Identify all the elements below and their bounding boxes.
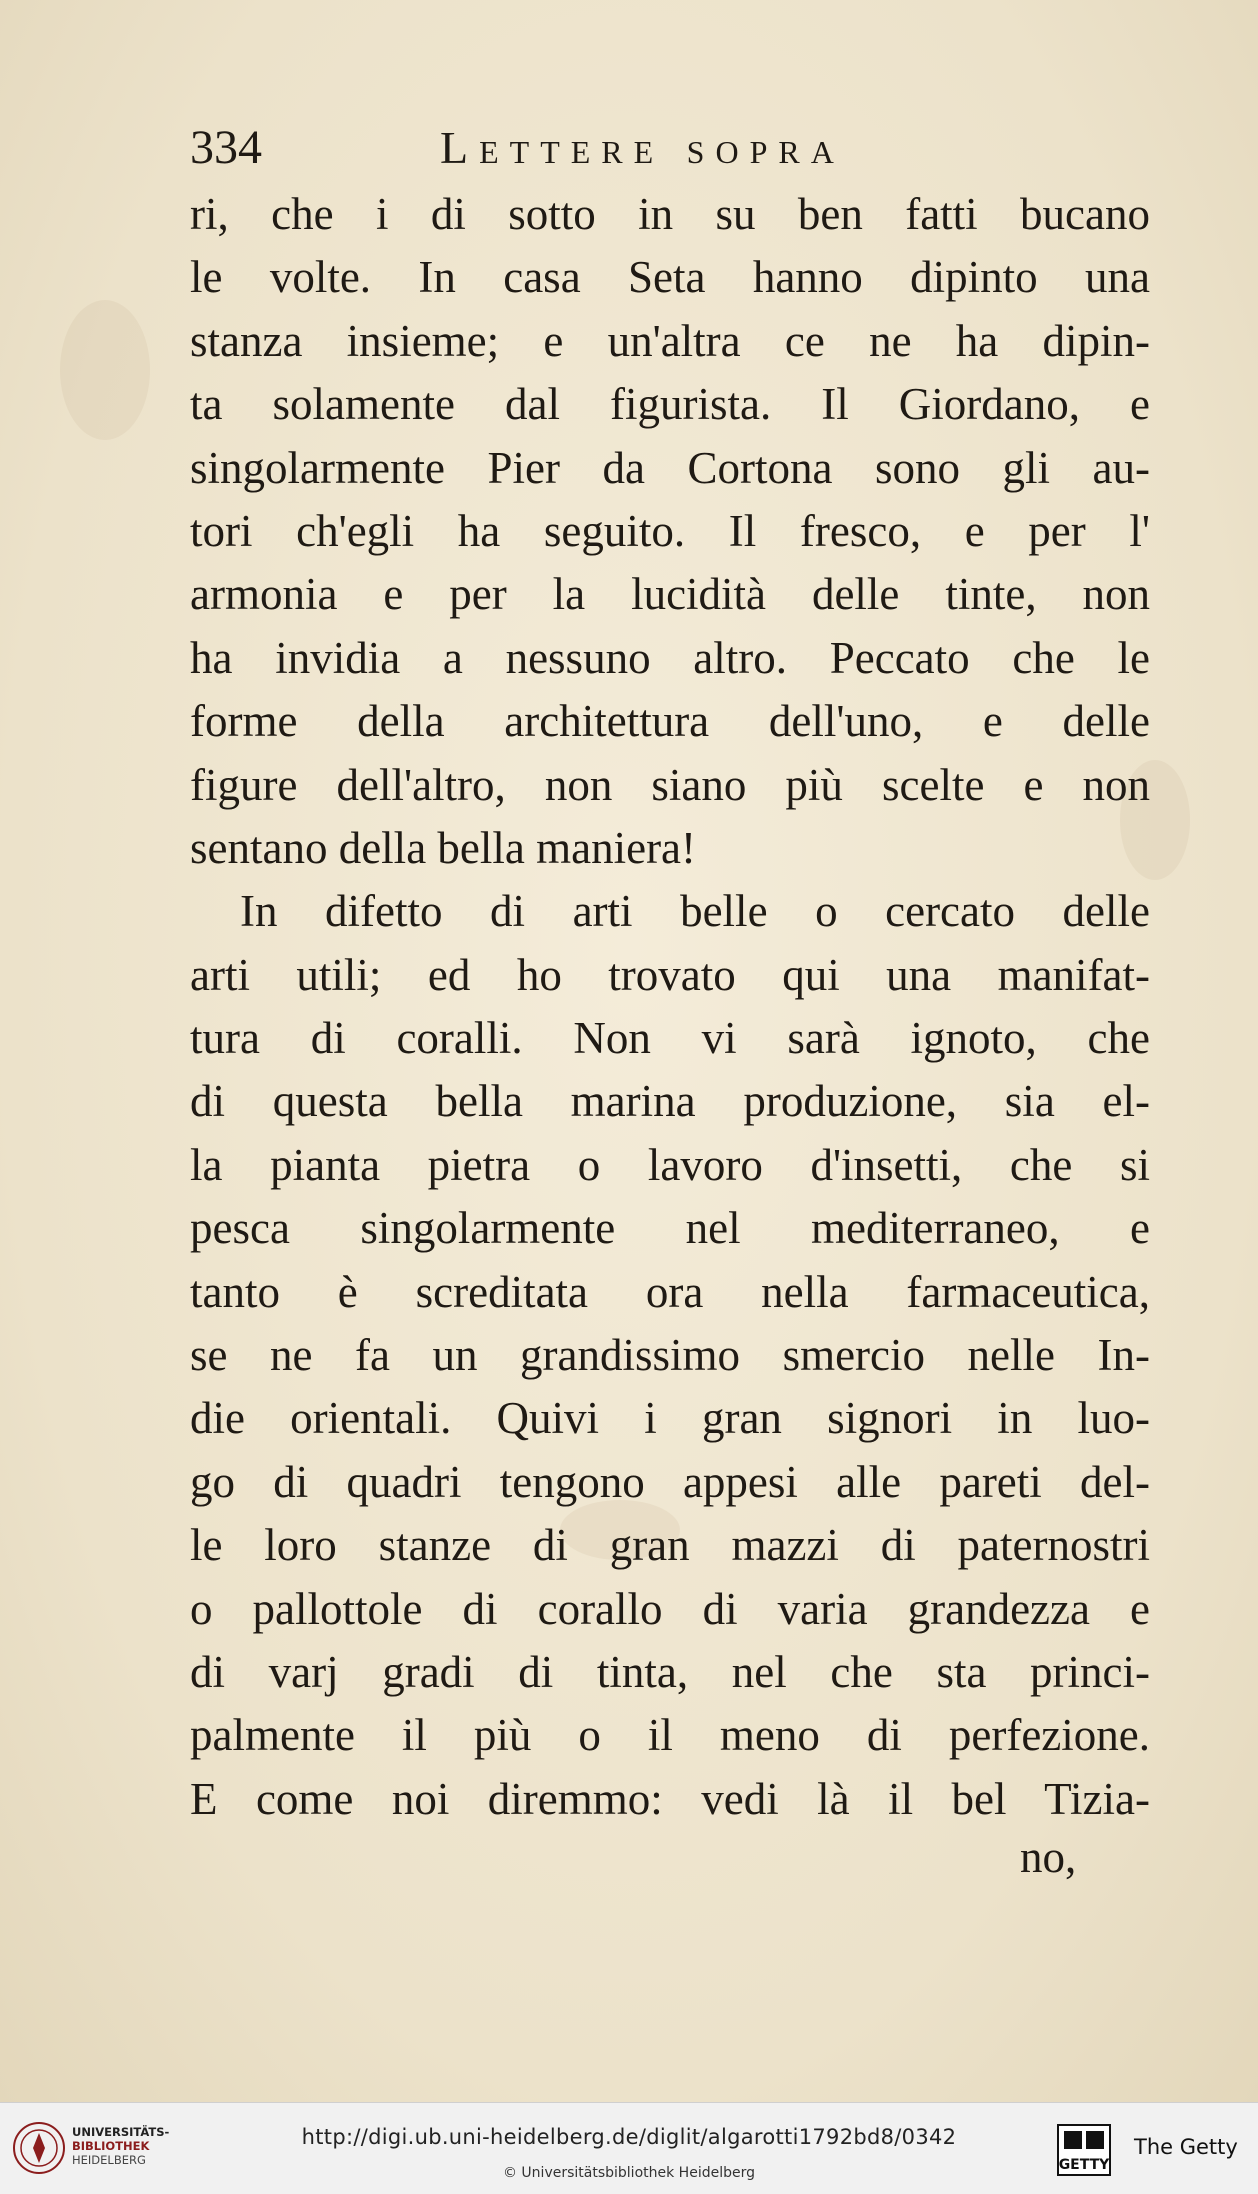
text-line: forme della architettura dell'uno, e delle (190, 696, 1150, 747)
text-line: pesca singolarmente nel mediterraneo, e (190, 1203, 1150, 1254)
text-line: ri, che i di sotto in su ben fatti bucano (190, 189, 1150, 239)
text-line: palmente il più o il meno di perfezione. (190, 1710, 1150, 1761)
text-line: le loro stanze di gran mazzi di paternostri (190, 1520, 1150, 1571)
text-line: die orientali. Quivi i gran signori in luo- (190, 1393, 1150, 1444)
text-line: le volte. In casa Seta hanno dipinto una (190, 252, 1150, 303)
text-line: di varj gradi di tinta, nel che sta princi- (190, 1646, 1150, 1697)
text-line: armonia e per la lucidità delle tinte, non (190, 569, 1150, 620)
getty-label: The Getty (1134, 2135, 1238, 2159)
text-line: o pallottole di corallo di varia grandezza e (190, 1583, 1150, 1634)
text-line: di questa bella marina produzione, sia el- (190, 1076, 1150, 1127)
text-line: sentano della bella maniera! (190, 822, 697, 873)
text-line: go di quadri tengono appesi alle pareti del- (190, 1456, 1150, 1507)
library-name-line: HEIDELBERG (72, 2153, 146, 2167)
text-line: singolarmente Pier da Cortona sono gli au- (190, 442, 1150, 493)
text-line: tura di coralli. Non vi sarà ignoto, che (190, 1013, 1150, 1064)
page-header (190, 118, 1150, 178)
text-line: tori ch'egli ha seguito. Il fresco, e per l' (190, 505, 1150, 556)
text-line: ta solamente dal figurista. Il Giordano, e (190, 379, 1150, 430)
text-line: ha invidia a nessuno altro. Peccato che le (190, 632, 1150, 683)
copyright-notice: © Universitätsbibliothek Heidelberg (502, 2165, 755, 2181)
library-name-line: BIBLIOTHEK (72, 2139, 150, 2153)
getty-logo-text: GETTY (1058, 2157, 1110, 2173)
text-line: figure dell'altro, non siano più scelte e non (190, 759, 1150, 810)
permalink-url[interactable]: http://digi.ub.uni-heidelberg.de/diglit/algarotti1792bd8/0342 (301, 2125, 957, 2149)
catchword: no, (1020, 1832, 1077, 1882)
text-line: se ne fa un grandissimo smercio nelle In- (190, 1330, 1150, 1381)
text-line: la pianta pietra o lavoro d'insetti, che si (190, 1139, 1150, 1190)
page-number: 334 (190, 121, 262, 174)
body-text (190, 183, 1150, 1831)
library-name-line: UNIVERSITÄTS- (72, 2125, 170, 2139)
text-line: arti utili; ed ho trovato qui una manifat- (190, 949, 1150, 1000)
paragraph-start-line: In difetto di arti belle o cercato delle (240, 886, 1150, 937)
text-line: E come noi diremmo: vedi là il bel Tizia- (190, 1773, 1150, 1824)
text-line: stanza insieme; e un'altra ce ne ha dipin- (190, 315, 1150, 366)
paper-stain (60, 300, 150, 440)
running-title: Lettere sopra (440, 122, 845, 173)
viewer-footer (0, 2102, 1258, 2194)
text-line: tanto è screditata ora nella farmaceutica, (190, 1266, 1150, 1317)
getty-logo-icon (1056, 2123, 1112, 2177)
